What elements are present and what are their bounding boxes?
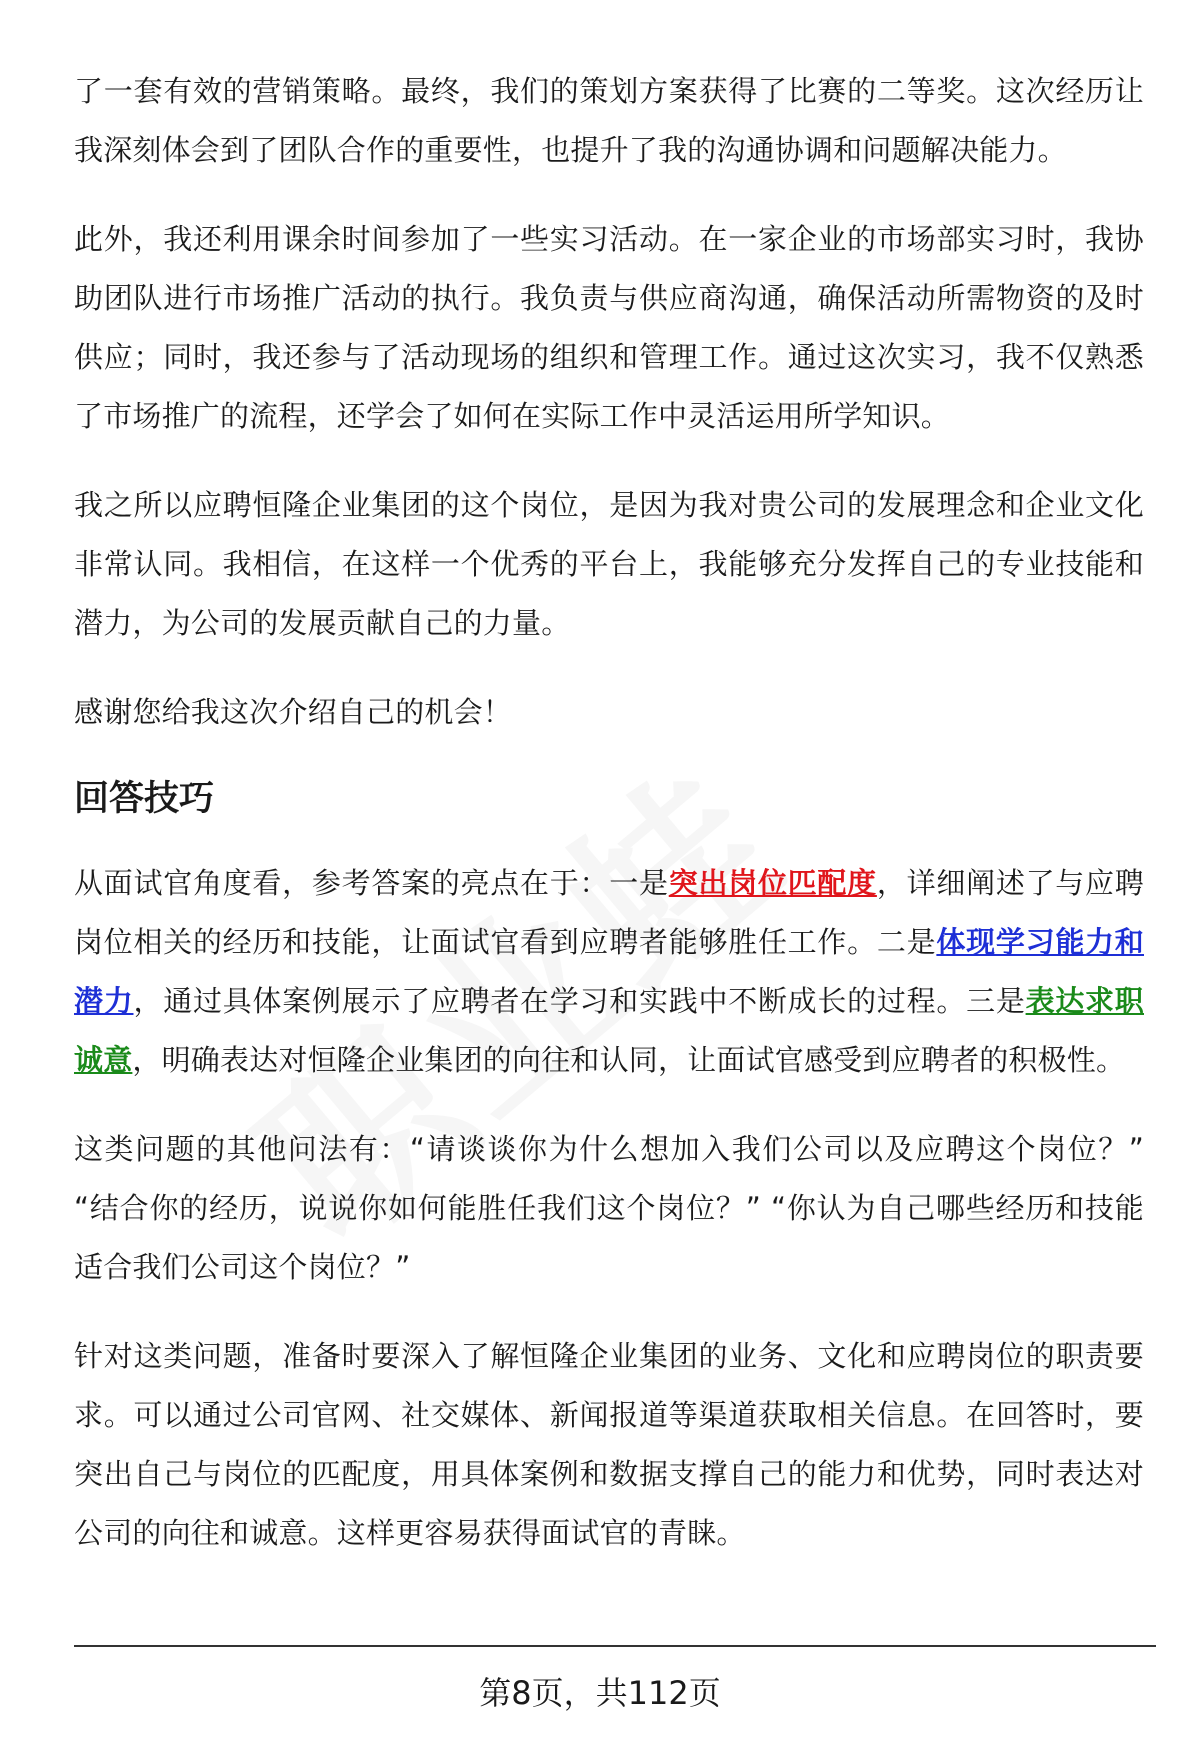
alternate-questions-paragraph: 这类问题的其他问法有：“请谈谈你为什么想加入我们公司以及应聘这个岗位？” “结合你的经历，说说你如何能胜任我们这个岗位？” “你认为自己哪些经历和技能适合我们公司这个岗位？” [74,1132,1144,1284]
highlight-learning-ability: 体现学习能力和潜力 [74,925,1144,1018]
paragraph: 感谢您给我这次介绍自己的机会！ [74,695,513,729]
highlight-job-sincerity: 表达求职诚意 [74,984,1144,1077]
preparation-advice-paragraph: 针对这类问题，准备时要深入了解恒隆企业集团的业务、文化和应聘岗位的职责要求。可以通过公司官网、社交媒体、新闻报道等渠道获取相关信息。在回答时，要突出自己与岗位的匹配度，用具体案例和数据支撑自己的能力和优势，同时表达对公司的向往和诚意。这样更容易获得面试官的青睐。 [74,1339,1144,1550]
text-span: 从面试官角度看，参考答案的亮点在于：一是 [74,866,669,900]
text-span: ，详细阐述了与应聘岗位相关的经历和技能，让面试官看到应聘者能够胜任工作。二是 [74,866,1144,959]
highlight-position-match: 突出岗位匹配度 [668,866,877,900]
text-span: ，通过具体案例展示了应聘者在学习和实践中不断成长的过程。三是 [133,984,1026,1018]
tips-paragraph [74,854,1144,1090]
paragraph: 了一套有效的营销策略。最终，我们的策划方案获得了比赛的二等奖。这次经历让我深刻体会到了团队合作的重要性，也提升了我的沟通协调和问题解决能力。 [74,74,1144,167]
page-content [74,62,1144,1593]
page-number: 第8页，共112页 [479,1674,721,1712]
text-span: ，明确表达对恒隆企业集团的向往和认同，让面试官感受到应聘者的积极性。 [132,1043,1126,1077]
footer-divider [74,1645,1156,1647]
section-title: 回答技巧 [74,779,215,819]
paragraph: 我之所以应聘恒隆企业集团的这个岗位，是因为我对贵公司的发展理念和企业文化非常认同。我相信，在这样一个优秀的平台上，我能够充分发挥自己的专业技能和潜力，为公司的发展贡献自己的力量。 [74,488,1144,640]
paragraph: 此外，我还利用课余时间参加了一些实习活动。在一家企业的市场部实习时，我协助团队进行市场推广活动的执行。我负责与供应商沟通，确保活动所需物资的及时供应；同时，我还参与了活动现场的组织和管理工作。通过这次实习，我不仅熟悉了市场推广的流程，还学会了如何在实际工作中灵活运用所学知识。 [74,222,1144,433]
